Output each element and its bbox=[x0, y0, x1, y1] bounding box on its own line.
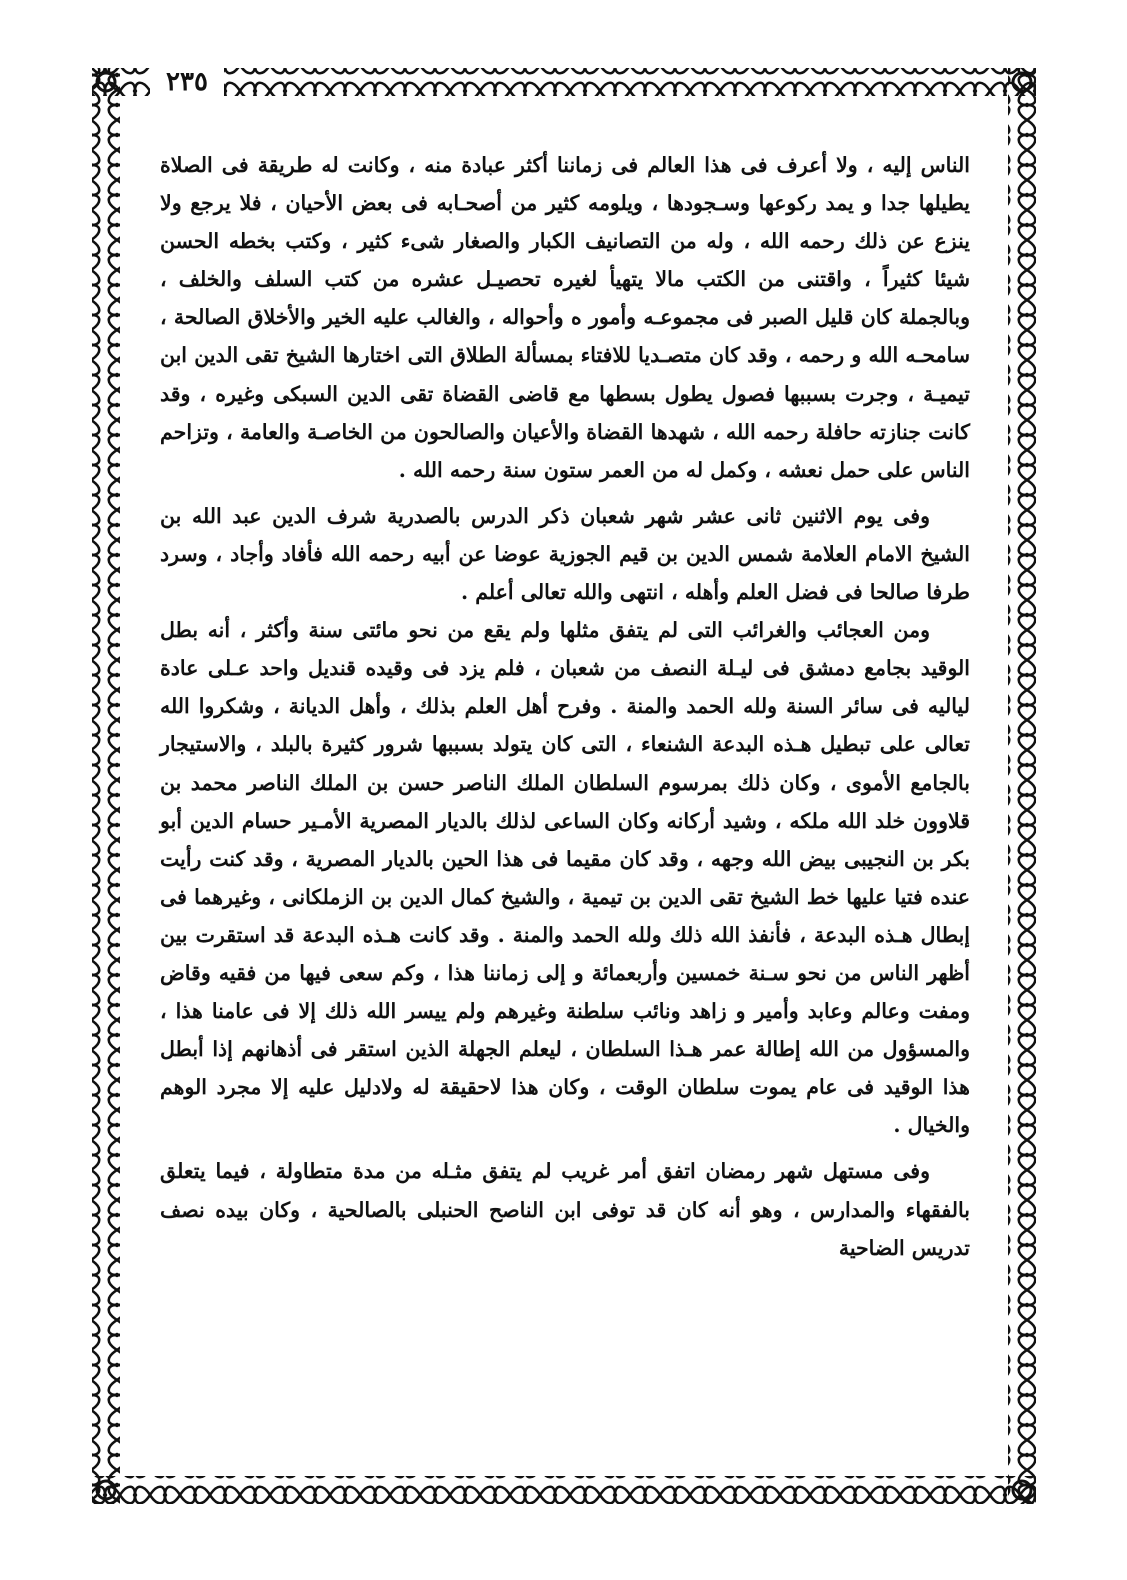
paragraph: الناس إليه ، ولا أعرف فى هذا العالم فى زماننا أكثر عبادة منه ، وكانت له طريقة فى الصلاة يطيلها جدا و يمد ركوعها وسـجودها ، ويلومه كثير من أصحـابه فى بعض الأحيان ، فلا يرجع ولا ينزع عن ذلك رحمه الله ، وله من التصانيف الكبار والصغار شىء كثير ، وكتب بخطه الحسن شيئا كثيراً ، واقتنى من الكتب مالا يتهيأ لغيره تحصيـل عشره من كتب السلف والخلف ، وبالجملة كان قليل الصبر فى مجموعـه وأمور ه وأحواله ، والغالب عليه الخير والأخلاق الصالحة ، سامحـه الله و رحمه ، وقد كان متصـديا للافتاء بمسألة الطلاق التى اختارها الشيخ تقى الدين ابن تيميـة ، وجرت بسببها فصول يطول بسطها مع قاضى القضاة تقى الدين السبكى وغيره ، وقد كانت جنازته حافلة رحمه الله ، شهدها القضاة والأعيان والصالحون من الخاصـة والعامة ، وتزاحم الناس على حمل نعشه ، وكمل له من العمر ستون سنة رحمه الله . bbox=[160, 153, 970, 482]
right-border bbox=[1008, 68, 1036, 1504]
paragraph: ومن العجائب والغرائب التى لم يتفق مثلها ولم يقع من نحو مائتى سنة وأكثر ، أنه بطل الوقيد بجامع دمشق فى ليـلة النصف من شعبان ، فلم يزد فى وقيده قنديل واحد عـلى عادة لياليه فى سائر السنة ولله الحمد والمنة . وفرح أهل العلم بذلك ، وأهل الديانة ، وشكروا الله تعالى على تبطيل هـذه البدعة الشنعاء ، التى كان يتولد بسببها شرور كثيرة بالبلد ، والاستيجار بالجامع الأموى ، وكان ذلك بمرسوم السلطان الملك الناصر حسن بن الملك الناصر محمد بن قلاوون خلد الله ملكه ، وشيد أركانه وكان الساعى لذلك بالديار المصرية الأمـير حسام الدين أبو بكر بن النجيبى بيض الله وجهه ، وقد كان مقيما فى هذا الحين بالديار المصرية ، وقد كنت رأيت عنده فتيا عليها خط الشيخ تقى الدين بن تيمية ، والشيخ كمال الدين بن الزملكانى ، وغيرهما فى إبطال هـذه البدعة ، فأنفذ الله ذلك ولله الحمد والمنة . وقد كانت هـذه البدعة قد استقرت بين أظهر الناس من نحو سـنة خمسين وأربعمائة و إلى زماننا هذا ، وكم سعى فيها من فقيه وقاض ومفت وعالم وعابد وأمير و زاهد ونائب سلطنة وغيرهم ولم ييسر الله ذلك إلا فى عامنا هذا ، والمسؤول من الله إطالة عمر هـذا السلطان ، ليعلم الجهلة الذين استقر فى أذهانهم إذا أبطل هذا الوقيد فى عام يموت سلطان الوقت ، وكان هذا لاحقيقة له ولادليل عليه إلا مجرد الوهم والخيال . bbox=[160, 618, 970, 1138]
top-border bbox=[92, 68, 1036, 96]
page-body bbox=[160, 146, 970, 1466]
left-border bbox=[92, 68, 120, 1504]
page-number: ٢٣٥ bbox=[150, 62, 224, 102]
paragraph: وفى يوم الاثنين ثانى عشر شهر شعبان ذكر الدرس بالصدرية شرف الدين عبد الله بن الشيخ الامام العلامة شمس الدين بن قيم الجوزية عوضا عن أبيه رحمه الله فأفاد وأجاد ، وسرد طرفا صالحا فى فضل العلم وأهله ، انتهى والله تعالى أعلم . bbox=[160, 503, 970, 605]
bottom-border bbox=[92, 1476, 1036, 1504]
paragraph: وفى مستهل شهر رمضان اتفق أمر غريب لم يتفق مثـله من مدة متطاولة ، فيما يتعلق بالفقهاء والمدارس ، وهو أنه كان قد توفى ابن الناصح الحنبلى بالصالحية ، وكان بيده نصف تدريس الضاحية bbox=[160, 1159, 970, 1260]
